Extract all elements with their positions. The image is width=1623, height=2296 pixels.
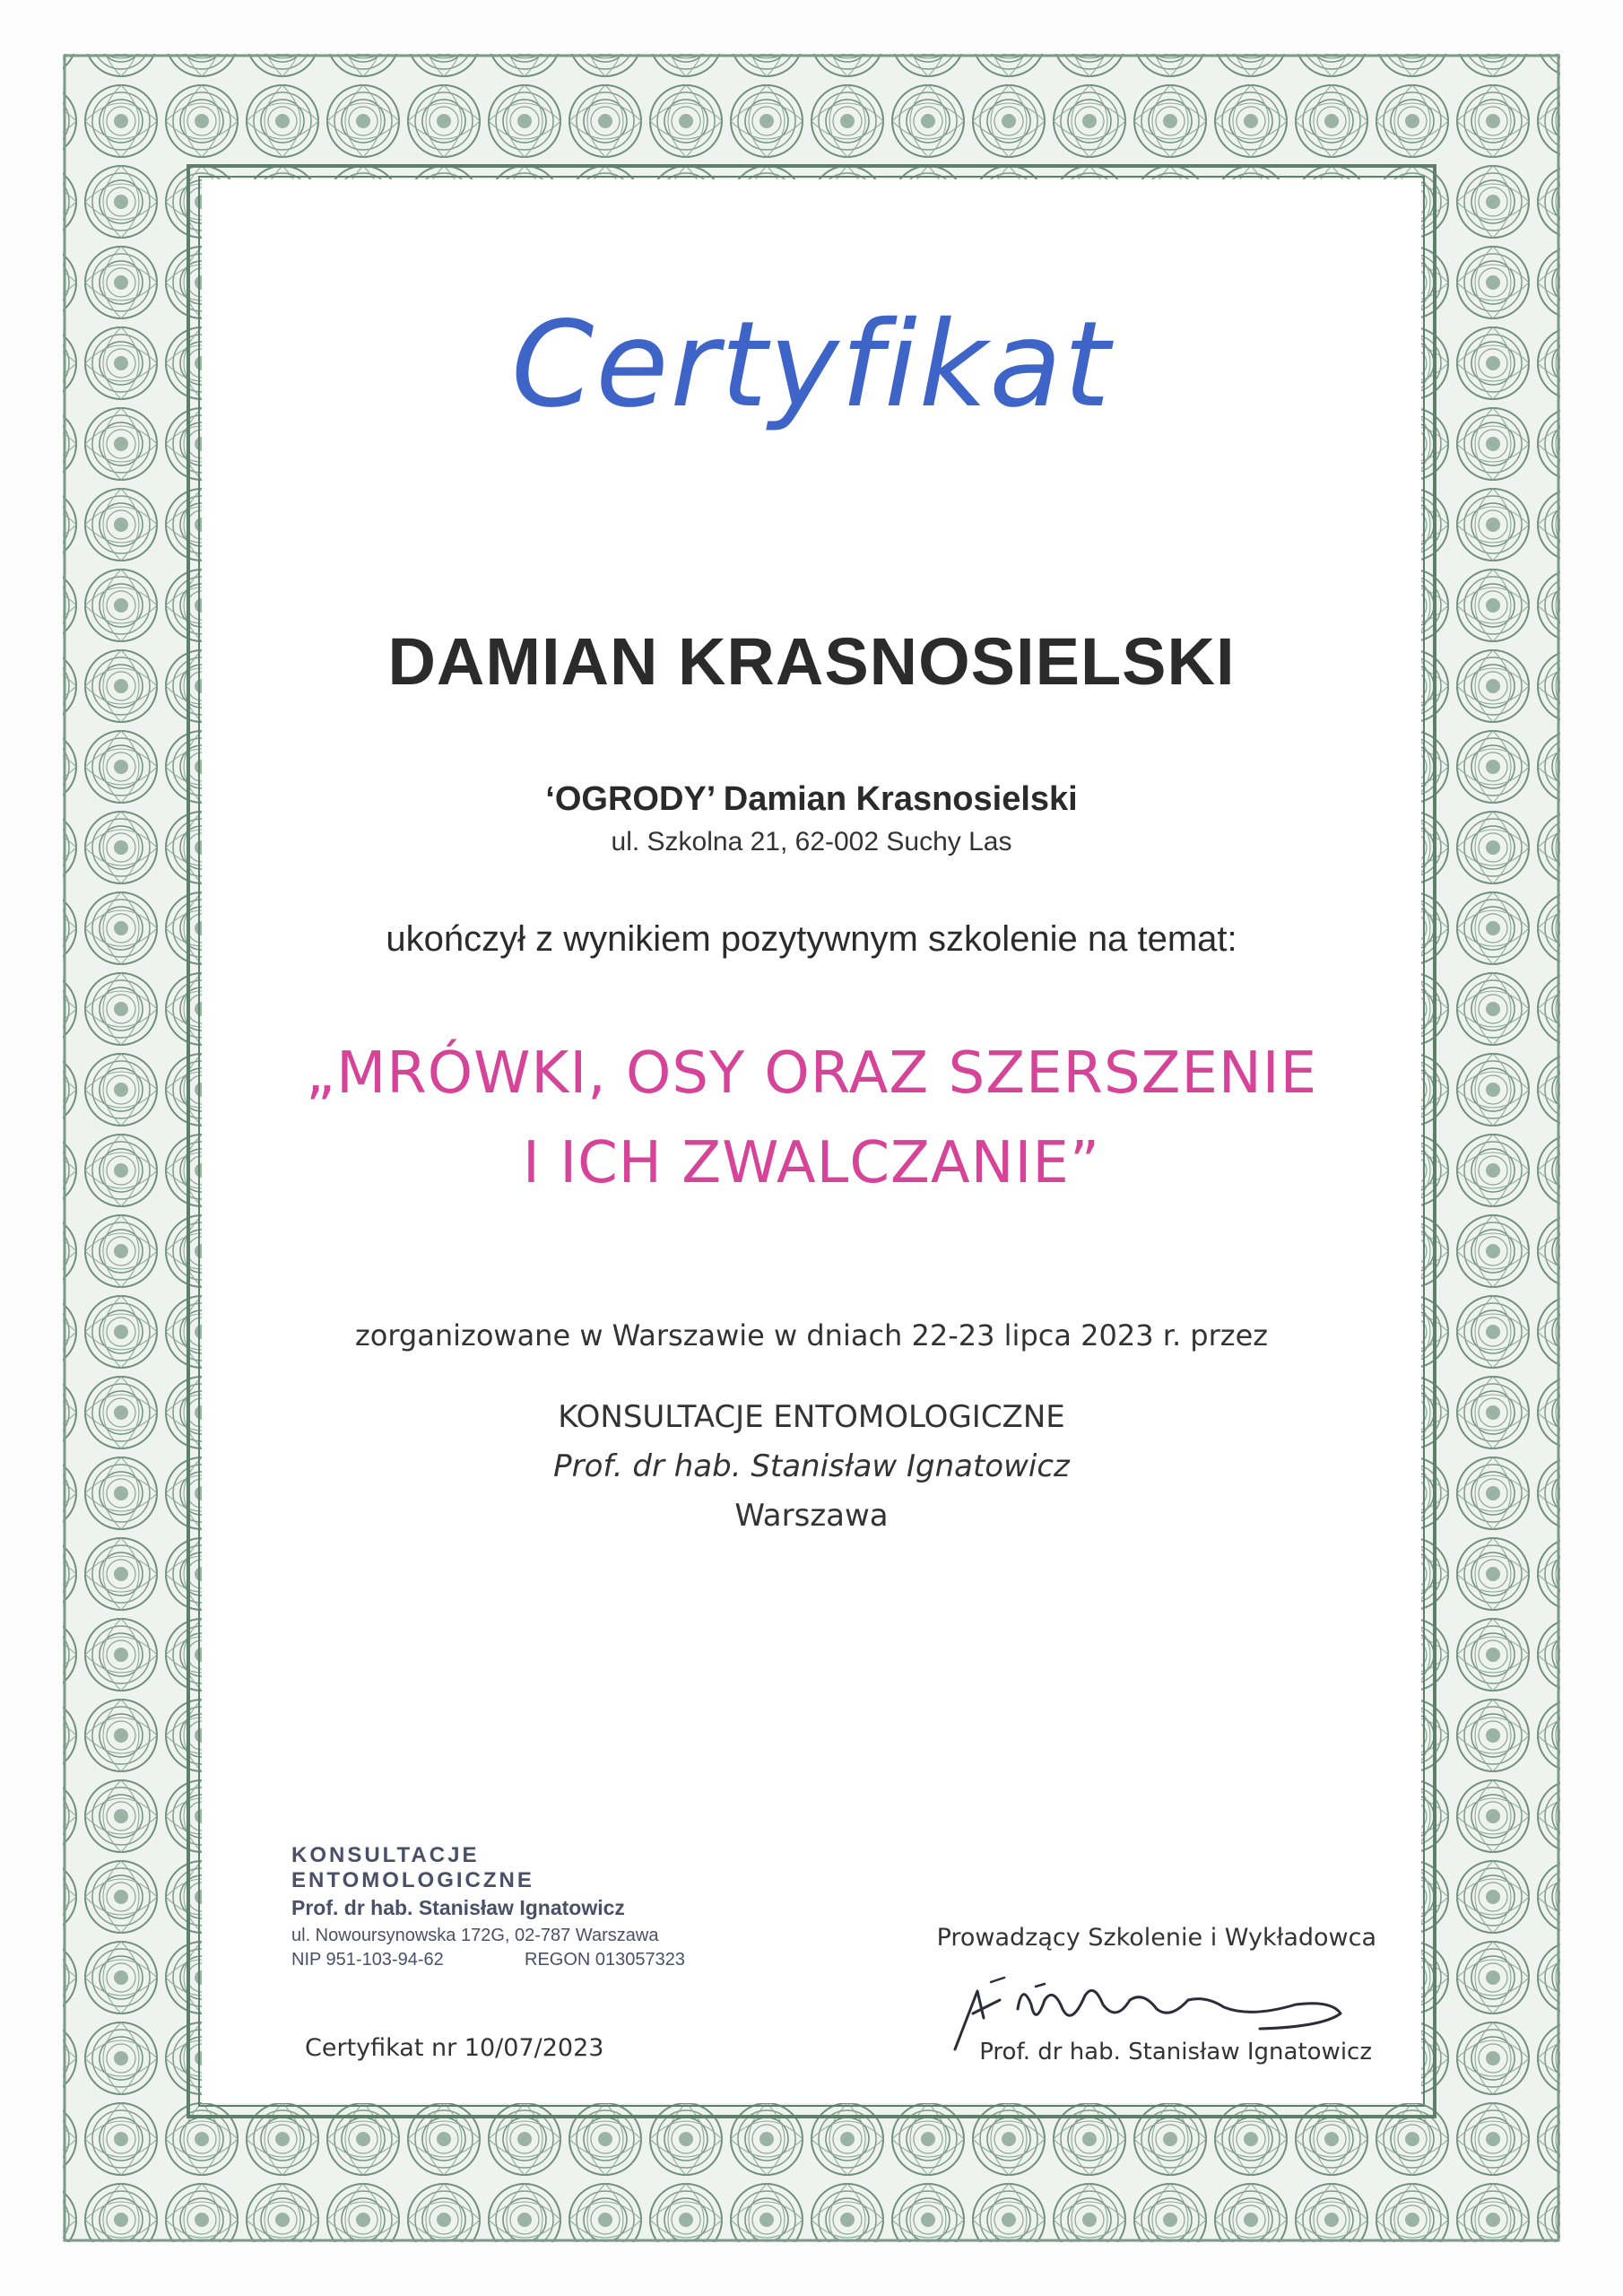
training-topic-line1: „MRÓWKI, OSY ORAZ SZERSZENIE	[305, 1040, 1318, 1107]
certificate-number: Certyfikat nr 10/07/2023	[305, 2034, 604, 2062]
certificate-content	[202, 179, 1421, 2103]
stamp-ids	[291, 1950, 722, 1970]
recipient-name: DAMIAN KRASNOSIELSKI	[387, 624, 1236, 699]
stamp-regon: REGON 013057323	[525, 1950, 686, 1970]
organizer-city: Warszawa	[734, 1498, 889, 1534]
recipient-company: ‘OGRODY’ Damian Krasnosielski	[545, 780, 1078, 818]
stamp-nip: NIP 951-103-94-62	[291, 1950, 444, 1970]
organizer-stamp	[291, 1843, 722, 1970]
certificate-title: Certyfikat	[511, 296, 1112, 434]
organized-statement: zorganizowane w Warszawie w dniach 22-23 lipca 2023 r. przez	[354, 1318, 1269, 1352]
recipient-address: ul. Szkolna 21, 62-002 Suchy Las	[611, 827, 1012, 857]
signature-label: Prowadzący Szkolenie i Wykładowca	[936, 1924, 1376, 1952]
organizer-person: Prof. dr hab. Stanisław Ignatowicz	[553, 1448, 1070, 1484]
stamp-line1: KONSULTACJE ENTOMOLOGICZNE	[291, 1843, 534, 1892]
stamp-line2: Prof. dr hab. Stanisław Ignatowicz	[291, 1896, 625, 1919]
organizer-name: KONSULTACJE ENTOMOLOGICZNE	[558, 1399, 1065, 1435]
signer-name: Prof. dr hab. Stanisław Ignatowicz	[979, 2039, 1372, 2066]
training-topic-line2: I ICH ZWALCZANIE”	[523, 1130, 1100, 1196]
stamp-address: ul. Nowoursynowska 172G, 02-787 Warszawa	[291, 1926, 659, 1945]
completion-statement: ukończył z wynikiem pozytywnym szkolenie na temat:	[386, 919, 1237, 959]
